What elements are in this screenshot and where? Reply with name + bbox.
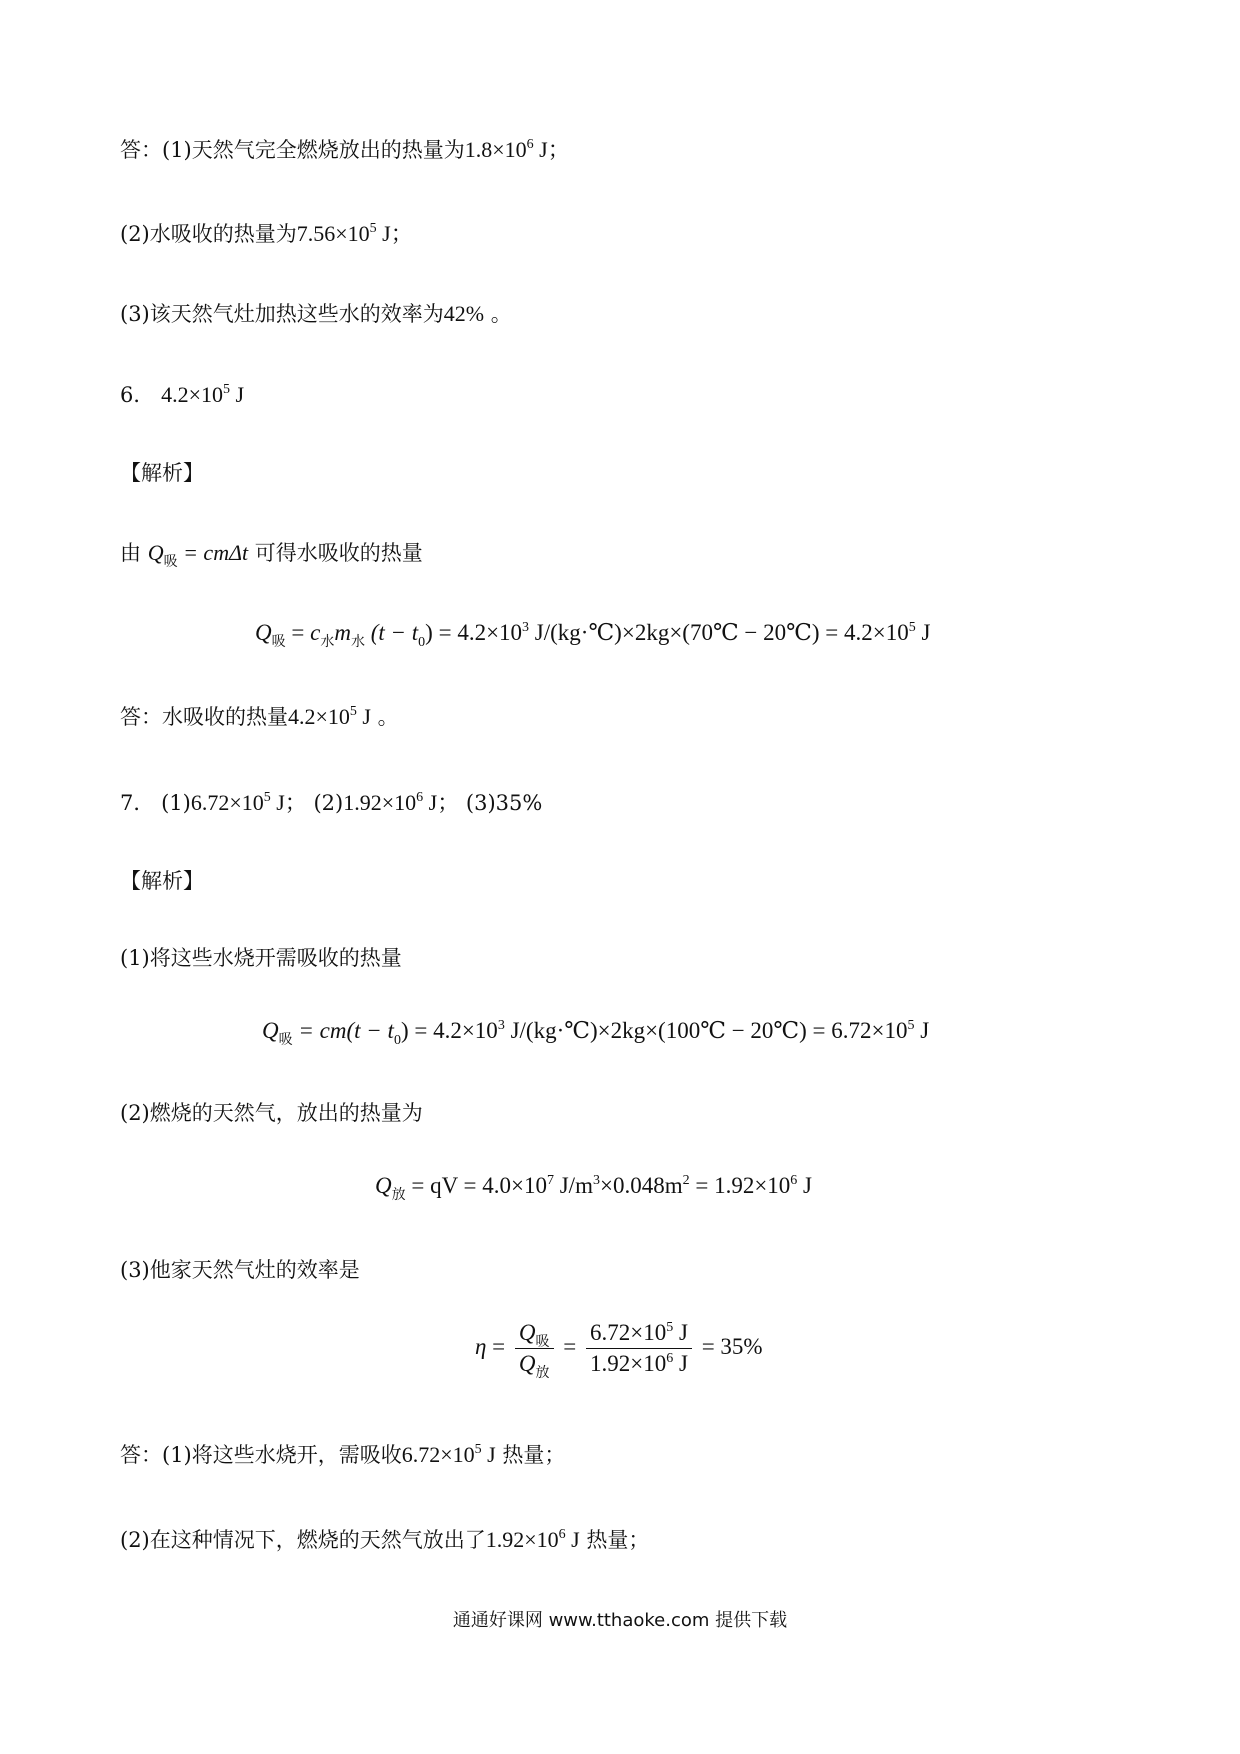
q7-efficiency-equation: η = $\frac{Q_吸}{Q_放}$ = $\frac{6.72\times 10^5 J}{1.92\times 10^6 J}$ = 35% [475, 1320, 763, 1381]
q7-jiexi-heading: 【解析】 [120, 869, 204, 893]
q6-jiexi-heading: 【解析】 [120, 461, 204, 485]
fraction-values: $\frac{6.72\times 10^5 J}{1.92\times 10^6 J}$ [586, 1318, 692, 1379]
q7-step1-text: (1)将这些水烧开需吸收的热量 [120, 946, 402, 970]
page-footer: 通通好课网 www.tthaoke.com 提供下载 [452, 1610, 788, 1631]
q7-conclusion-line2: (2)在这种情况下，燃烧的天然气放出了$1.92\times 10^6$ J 热量； [120, 1527, 650, 1552]
q6-intro: 由 $Q_吸 = cm\Delta t$ 可得水吸收的热量 [120, 540, 423, 570]
q7-step3-text: (3)他家天然气灶的效率是 [120, 1258, 360, 1282]
q7-equation1: $Q_吸 = cm(t - t_0) = 4.2\times 10^3$ J/(kg·℃)×2kg×(100℃ − 20℃) = $6.72\times 10^5$ J [262, 1018, 930, 1048]
q6-answer-line: 6． $4.2\times 10^5$ J [120, 382, 245, 407]
answer5-line3: (3)该天然气灶加热这些水的效率为42% 。 [120, 301, 512, 326]
fraction-q-ratio: $\frac{Q_吸}{Q_放}$ [515, 1318, 554, 1379]
q7-answer-line: 7． $(1)6.72\times 10^5$ J； $(2)1.92\times 10^6$ J； (3)35% [120, 790, 543, 815]
q6-answer-conclusion: 答：水吸收的热量$4.2\times 10^5$ J 。 [120, 704, 399, 729]
q7-conclusion-line1: 答：(1)将这些水烧开，需吸收$6.72\times 10^5$ J 热量； [120, 1442, 566, 1467]
q7-step2-text: (2)燃烧的天然气，放出的热量为 [120, 1101, 423, 1125]
q6-equation: $Q_吸 = c_水m_水$ $(t - t_0) = 4.2\times 10^3$ J/(kg·℃)×2kg×(70℃ − 20℃) = $4.2\times 10^5$ J [255, 620, 931, 650]
answer5-line1: 答：(1)天然气完全燃烧放出的热量为$1.8\times 10^6$ J； [120, 137, 570, 162]
answer5-line2: (2)水吸收的热量为$7.56\times 10^5$ J； [120, 221, 413, 246]
q7-equation2: $Q_放$ = qV = $4.0\times 10^7$ $J/m^3\times 0.048m^2 = 1.92\times 10^6$ J [375, 1173, 812, 1203]
